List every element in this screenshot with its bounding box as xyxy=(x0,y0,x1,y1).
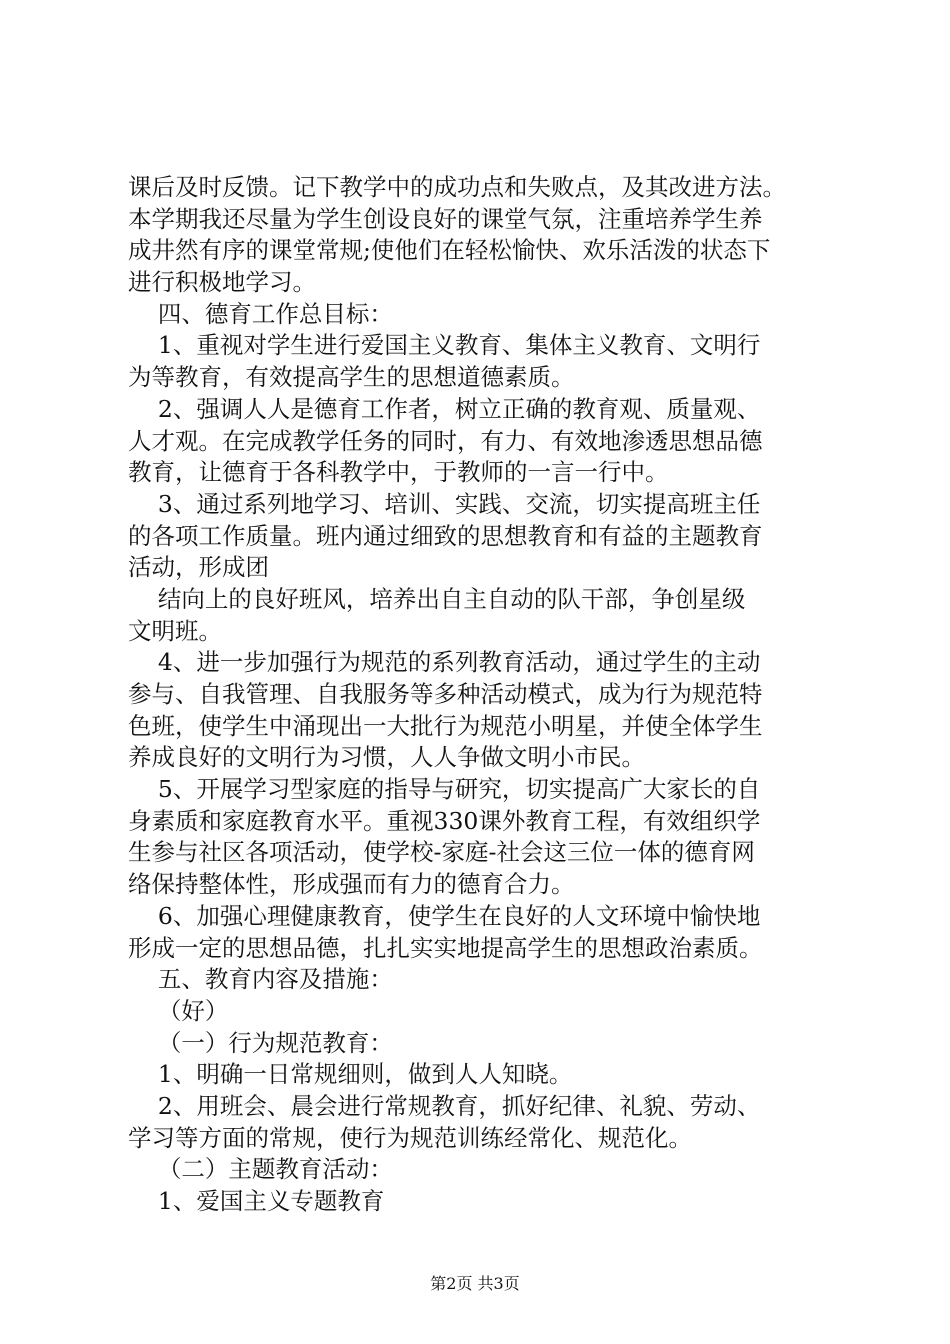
document-body xyxy=(128,172,840,1218)
body-line: 成井然有序的课堂常规;使他们在轻松愉快、欢乐活泼的状态下 xyxy=(128,236,771,265)
body-line: 2、用班会、晨会进行常规教育，抓好纪律、礼貌、劳动、 xyxy=(128,1091,761,1120)
body-line: 1、爱国主义专题教育 xyxy=(128,1187,385,1215)
body-line: 2、强调人人是德育工作者，树立正确的教育观、质量观、 xyxy=(128,394,761,423)
body-line: 课后及时反馈。记下教学中的成功点和失败点，及其改进方法。 xyxy=(128,173,786,201)
body-line: 的各项工作质量。班内通过细致的思想教育和有益的主题教育 xyxy=(128,521,763,550)
body-line: 1、重视对学生进行爱国主义教育、集体主义教育、文明行 xyxy=(128,331,761,360)
section-heading: 四、德育工作总目标： xyxy=(128,299,393,328)
body-line: 身素质和家庭教育水平。重视330课外教育工程，有效组织学 xyxy=(128,806,761,835)
body-line: 色班，使学生中涌现出一大批行为规范小明星，并使全体学生 xyxy=(128,711,763,740)
body-line: 教育，让德育于各科教学中，于教师的一言一行中。 xyxy=(128,458,669,487)
subsection-heading: （一）行为规范教育： xyxy=(128,1028,393,1057)
body-line: 人才观。在完成教学任务的同时，有力、有效地渗透思想品德 xyxy=(128,426,763,455)
body-line: 生参与社区各项活动，使学校-家庭-社会这三位一体的德育网 xyxy=(128,838,755,867)
page-number-footer: 第2页 共3页 xyxy=(430,1274,520,1293)
body-line: 4、进一步加强行为规范的系列教育活动，通过学生的主动 xyxy=(128,648,761,677)
body-line: 学习等方面的常规，使行为规范训练经常化、规范化。 xyxy=(128,1123,692,1152)
body-line: 5、开展学习型家庭的指导与研究，切实提高广大家长的自 xyxy=(128,775,761,804)
body-line: 本学期我还尽量为学生创设良好的课堂气氛，注重培养学生养 xyxy=(128,204,763,233)
body-line: 进行积极地学习。 xyxy=(128,268,316,297)
body-line: 形成一定的思想品德，扎扎实实地提高学生的思想政治素质。 xyxy=(128,933,763,962)
subsection-heading: （二）主题教育活动： xyxy=(128,1155,393,1184)
body-line: 1、明确一日常规细则，做到人人知晓。 xyxy=(128,1060,573,1089)
body-line: 养成良好的文明行为习惯，人人争做文明小市民。 xyxy=(128,743,645,772)
body-line: 为等教育，有效提高学生的思想道德素质。 xyxy=(128,363,575,392)
body-line: 络保持整体性，形成强而有力的德育合力。 xyxy=(128,870,575,899)
body-line: 6、加强心理健康教育，使学生在良好的人文环境中愉快地 xyxy=(128,901,761,930)
body-line: 结向上的良好班风，培养出自主自动的队干部，争创星级 xyxy=(128,584,746,613)
body-line: 3、通过系列地学习、培训、实践、交流，切实提高班主任 xyxy=(128,489,761,518)
body-line: 参与、自我管理、自我服务等多种活动模式，成为行为规范特 xyxy=(128,680,763,708)
body-line: （好） xyxy=(128,996,229,1025)
body-line: 文明班。 xyxy=(128,616,222,645)
body-line: 活动，形成团 xyxy=(128,553,269,582)
section-heading: 五、教育内容及措施： xyxy=(128,965,393,994)
